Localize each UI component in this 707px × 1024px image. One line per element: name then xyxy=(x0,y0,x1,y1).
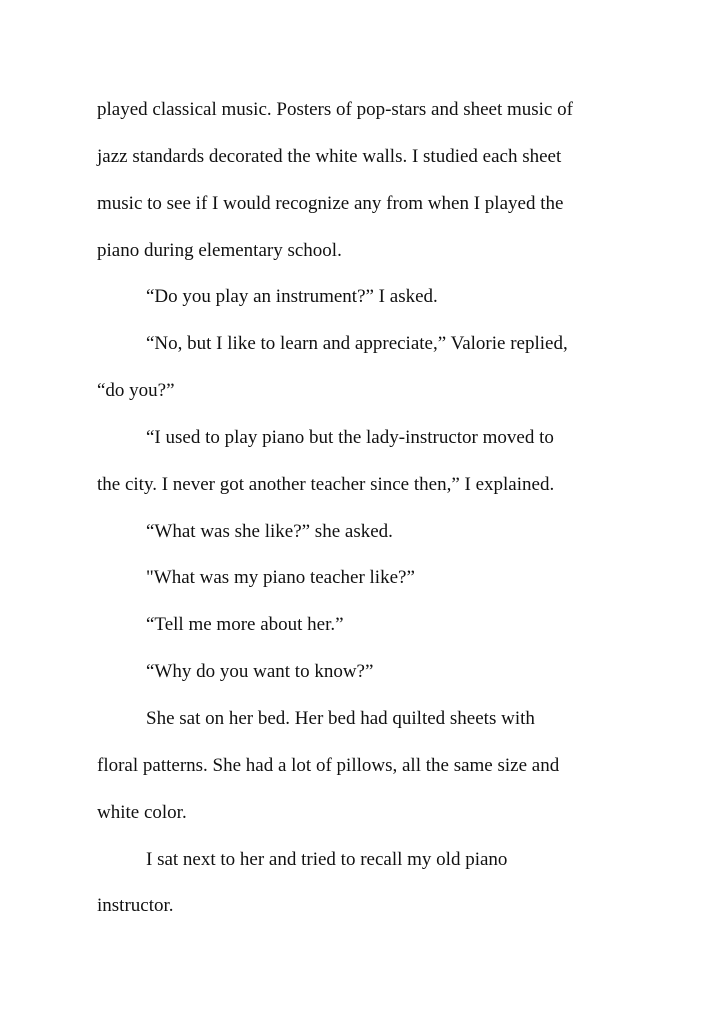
text-line: “No, but I like to learn and appreciate,” Valorie replied, xyxy=(146,333,568,355)
text-line: the city. I never got another teacher since then,” I explained. xyxy=(97,473,555,495)
text-line: "What was my piano teacher like?” xyxy=(146,567,415,589)
text-line: She sat on her bed. Her bed had quilted sheets with xyxy=(146,707,535,729)
text-line: “What was she like?” she asked. xyxy=(146,520,393,542)
text-line: floral patterns. She had a lot of pillows, all the same size and xyxy=(97,754,560,776)
text-line: instructor. xyxy=(97,895,174,917)
text-line: white color. xyxy=(97,801,187,823)
text-line: “I used to play piano but the lady-instructor moved to xyxy=(146,426,554,448)
text-line: “Do you play an instrument?” I asked. xyxy=(146,286,438,308)
text-line: jazz standards decorated the white walls. I studied each sheet xyxy=(97,145,562,167)
text-line: “Tell me more about her.” xyxy=(146,614,344,636)
text-line: “Why do you want to know?” xyxy=(146,661,374,683)
text-line: piano during elementary school. xyxy=(97,239,342,261)
body-text xyxy=(97,95,617,938)
text-line: “do you?” xyxy=(97,380,175,402)
text-line: played classical music. Posters of pop-stars and sheet music of xyxy=(97,99,573,120)
text-line: I sat next to her and tried to recall my old piano xyxy=(146,848,508,870)
text-line: music to see if I would recognize any from when I played the xyxy=(97,192,564,214)
